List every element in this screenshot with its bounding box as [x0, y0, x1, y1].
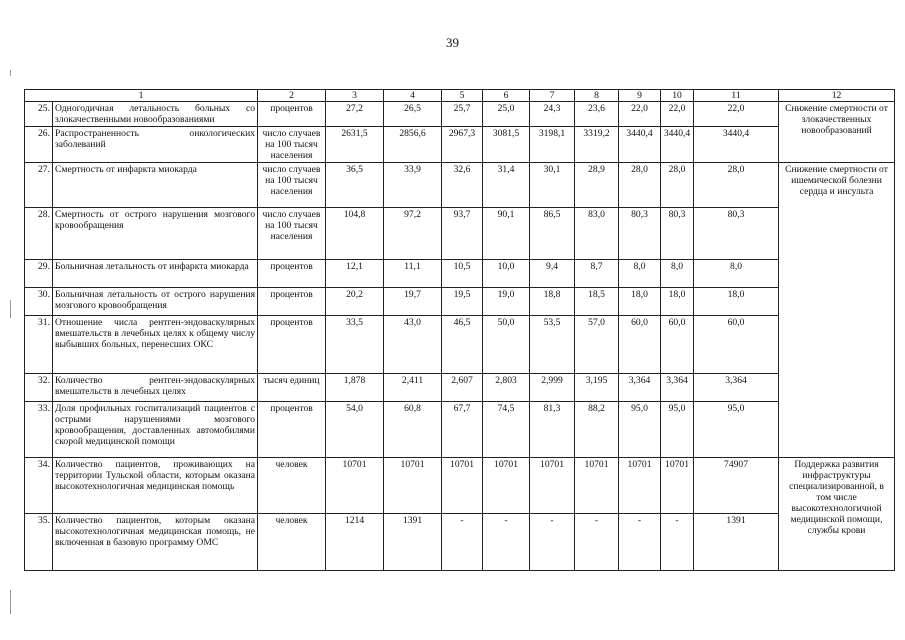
header-cell: 7 — [530, 90, 575, 102]
margin-mark — [10, 300, 11, 318]
value-cell: 28,0 — [661, 163, 694, 208]
value-cell: - — [575, 514, 619, 571]
value-cell: 2,999 — [530, 374, 575, 402]
unit-cell: число случаев на 100 тысяч населения — [258, 208, 326, 260]
value-cell: 80,3 — [619, 208, 661, 260]
row-number: 33. — [25, 402, 53, 458]
value-cell: 2856,6 — [384, 127, 442, 163]
unit-cell: человек — [258, 458, 326, 514]
value-cell: 83,0 — [575, 208, 619, 260]
table-row — [25, 127, 895, 163]
value-cell: 60,0 — [619, 316, 661, 374]
value-cell: 19,0 — [483, 288, 530, 316]
table-row — [25, 163, 895, 208]
header-cell: 12 — [779, 90, 895, 102]
value-cell: 10,5 — [442, 260, 483, 288]
value-cell: - — [661, 514, 694, 571]
row-number: 31. — [25, 316, 53, 374]
indicators-table — [24, 89, 895, 571]
goal-cell: Снижение смертности от ишемической болезни сердца и инсульта — [779, 163, 895, 458]
value-cell: 81,3 — [530, 402, 575, 458]
indicator-name: Отношение числа рентген-эндоваскулярных вмешательств в лечебных целях к общему числу выбывших больных, перенесших ОКС — [53, 316, 258, 374]
indicator-name: Одногодичная летальность больных со злокачественными новообразованиями — [53, 102, 258, 127]
table-row — [25, 316, 895, 374]
value-cell: 93,7 — [442, 208, 483, 260]
header-cell: 10 — [661, 90, 694, 102]
value-cell: 3440,4 — [661, 127, 694, 163]
margin-mark — [10, 70, 11, 76]
unit-cell: процентов — [258, 260, 326, 288]
value-cell: 27,2 — [326, 102, 384, 127]
value-cell: 80,3 — [694, 208, 779, 260]
value-cell: 19,7 — [384, 288, 442, 316]
indicator-name: Распространенность онкологических заболеваний — [53, 127, 258, 163]
row-number: 32. — [25, 374, 53, 402]
value-cell: - — [483, 514, 530, 571]
header-cell: 1 — [25, 90, 258, 102]
value-cell: 46,5 — [442, 316, 483, 374]
value-cell: 33,9 — [384, 163, 442, 208]
unit-cell: процентов — [258, 402, 326, 458]
value-cell: 10701 — [575, 458, 619, 514]
unit-cell: процентов — [258, 102, 326, 127]
indicator-name: Смертность от острого нарушения мозгового кровообращения — [53, 208, 258, 260]
value-cell: 60,0 — [661, 316, 694, 374]
value-cell: 25,0 — [483, 102, 530, 127]
value-cell: 10701 — [530, 458, 575, 514]
table-row — [25, 208, 895, 260]
value-cell: 3081,5 — [483, 127, 530, 163]
value-cell: 67,7 — [442, 402, 483, 458]
value-cell: 53,5 — [530, 316, 575, 374]
value-cell: 8,0 — [694, 260, 779, 288]
value-cell: 22,0 — [694, 102, 779, 127]
header-cell: 8 — [575, 90, 619, 102]
value-cell: 28,0 — [694, 163, 779, 208]
value-cell: 18,0 — [619, 288, 661, 316]
value-cell: 54,0 — [326, 402, 384, 458]
page-number: 39 — [446, 35, 459, 50]
table-row — [25, 288, 895, 316]
value-cell: 18,0 — [694, 288, 779, 316]
value-cell: 30,1 — [530, 163, 575, 208]
value-cell: 1214 — [326, 514, 384, 571]
value-cell: 86,5 — [530, 208, 575, 260]
header-cell: 2 — [258, 90, 326, 102]
unit-cell: процентов — [258, 316, 326, 374]
header-cell: 9 — [619, 90, 661, 102]
goal-cell: Снижение смертности от злокачественных новообразований — [779, 102, 895, 163]
indicator-name: Больничная летальность от острого нарушения мозгового кровообращения — [53, 288, 258, 316]
value-cell: 22,0 — [619, 102, 661, 127]
value-cell: 2,607 — [442, 374, 483, 402]
value-cell: 32,6 — [442, 163, 483, 208]
value-cell: 95,0 — [619, 402, 661, 458]
value-cell: 3319,2 — [575, 127, 619, 163]
value-cell: 2631,5 — [326, 127, 384, 163]
value-cell: 8,7 — [575, 260, 619, 288]
value-cell: 3198,1 — [530, 127, 575, 163]
unit-cell: тысяч единиц — [258, 374, 326, 402]
value-cell: 57,0 — [575, 316, 619, 374]
header-cell: 3 — [326, 90, 384, 102]
row-number: 35. — [25, 514, 53, 571]
value-cell: 10701 — [483, 458, 530, 514]
table-row — [25, 402, 895, 458]
value-cell: 2,411 — [384, 374, 442, 402]
value-cell: 10701 — [619, 458, 661, 514]
table-row — [25, 458, 895, 514]
header-cell: 6 — [483, 90, 530, 102]
value-cell: 3440,4 — [694, 127, 779, 163]
row-number: 30. — [25, 288, 53, 316]
value-cell: 1,878 — [326, 374, 384, 402]
value-cell: 104,8 — [326, 208, 384, 260]
value-cell: 20,2 — [326, 288, 384, 316]
value-cell: 50,0 — [483, 316, 530, 374]
value-cell: 43,0 — [384, 316, 442, 374]
unit-cell: число случаев на 100 тысяч населения — [258, 127, 326, 163]
value-cell: 28,9 — [575, 163, 619, 208]
value-cell: 28,0 — [619, 163, 661, 208]
value-cell: 74,5 — [483, 402, 530, 458]
value-cell: 19,5 — [442, 288, 483, 316]
value-cell: 3,364 — [661, 374, 694, 402]
indicator-name: Количество пациентов, проживающих на территории Тульской области, которым оказана высокотехнологичная медицинская помощь — [53, 458, 258, 514]
indicator-name: Доля профильных госпитализаций пациентов с острыми нарушениями мозгового кровообращения, доставленных автомобилями скорой медицинской помощи — [53, 402, 258, 458]
header-cell: 4 — [384, 90, 442, 102]
value-cell: 80,3 — [661, 208, 694, 260]
table-row — [25, 374, 895, 402]
row-number: 34. — [25, 458, 53, 514]
value-cell: 26,5 — [384, 102, 442, 127]
value-cell: 10701 — [442, 458, 483, 514]
row-number: 29. — [25, 260, 53, 288]
row-number: 26. — [25, 127, 53, 163]
row-number: 27. — [25, 163, 53, 208]
value-cell: 22,0 — [661, 102, 694, 127]
header-cell: 11 — [694, 90, 779, 102]
value-cell: 60,8 — [384, 402, 442, 458]
unit-cell: процентов — [258, 288, 326, 316]
value-cell: 60,0 — [694, 316, 779, 374]
header-cell: 5 — [442, 90, 483, 102]
value-cell: 10701 — [326, 458, 384, 514]
value-cell: 33,5 — [326, 316, 384, 374]
table-row — [25, 514, 895, 571]
value-cell: - — [530, 514, 575, 571]
table-row — [25, 102, 895, 127]
value-cell: 74907 — [694, 458, 779, 514]
indicator-name: Смертность от инфаркта миокарда — [53, 163, 258, 208]
row-number: 25. — [25, 102, 53, 127]
indicator-name: Больничная летальность от инфаркта миокарда — [53, 260, 258, 288]
value-cell: 3,364 — [694, 374, 779, 402]
value-cell: 2,803 — [483, 374, 530, 402]
indicator-name: Количество пациентов, которым оказана высокотехнологичная медицинская помощь, не включенная в базовую программу ОМС — [53, 514, 258, 571]
value-cell: 23,6 — [575, 102, 619, 127]
value-cell: 95,0 — [694, 402, 779, 458]
value-cell: 2967,3 — [442, 127, 483, 163]
value-cell: 88,2 — [575, 402, 619, 458]
value-cell: 12,1 — [326, 260, 384, 288]
value-cell: 25,7 — [442, 102, 483, 127]
value-cell: 3,195 — [575, 374, 619, 402]
value-cell: 8,0 — [619, 260, 661, 288]
value-cell: - — [442, 514, 483, 571]
value-cell: 3440,4 — [619, 127, 661, 163]
value-cell: 36,5 — [326, 163, 384, 208]
column-number-row — [25, 90, 895, 102]
value-cell: 8,0 — [661, 260, 694, 288]
value-cell: 31,4 — [483, 163, 530, 208]
value-cell: 18,5 — [575, 288, 619, 316]
value-cell: 18,8 — [530, 288, 575, 316]
goal-cell: Поддержка развития инфраструктуры специализированной, в том числе высокотехнологичной медицинской помощи, службы крови — [779, 458, 895, 571]
value-cell: 9,4 — [530, 260, 575, 288]
row-number: 28. — [25, 208, 53, 260]
value-cell: 11,1 — [384, 260, 442, 288]
value-cell: 1391 — [384, 514, 442, 571]
value-cell: 97,2 — [384, 208, 442, 260]
value-cell: 90,1 — [483, 208, 530, 260]
value-cell: 10701 — [384, 458, 442, 514]
value-cell: 95,0 — [661, 402, 694, 458]
value-cell: - — [619, 514, 661, 571]
value-cell: 10701 — [661, 458, 694, 514]
indicator-name: Количество рентген-эндоваскулярных вмешательств в лечебных целях — [53, 374, 258, 402]
table-row — [25, 260, 895, 288]
value-cell: 18,0 — [661, 288, 694, 316]
value-cell: 24,3 — [530, 102, 575, 127]
unit-cell: человек — [258, 514, 326, 571]
value-cell: 10,0 — [483, 260, 530, 288]
margin-mark — [10, 590, 11, 614]
value-cell: 1391 — [694, 514, 779, 571]
value-cell: 3,364 — [619, 374, 661, 402]
unit-cell: число случаев на 100 тысяч населения — [258, 163, 326, 208]
